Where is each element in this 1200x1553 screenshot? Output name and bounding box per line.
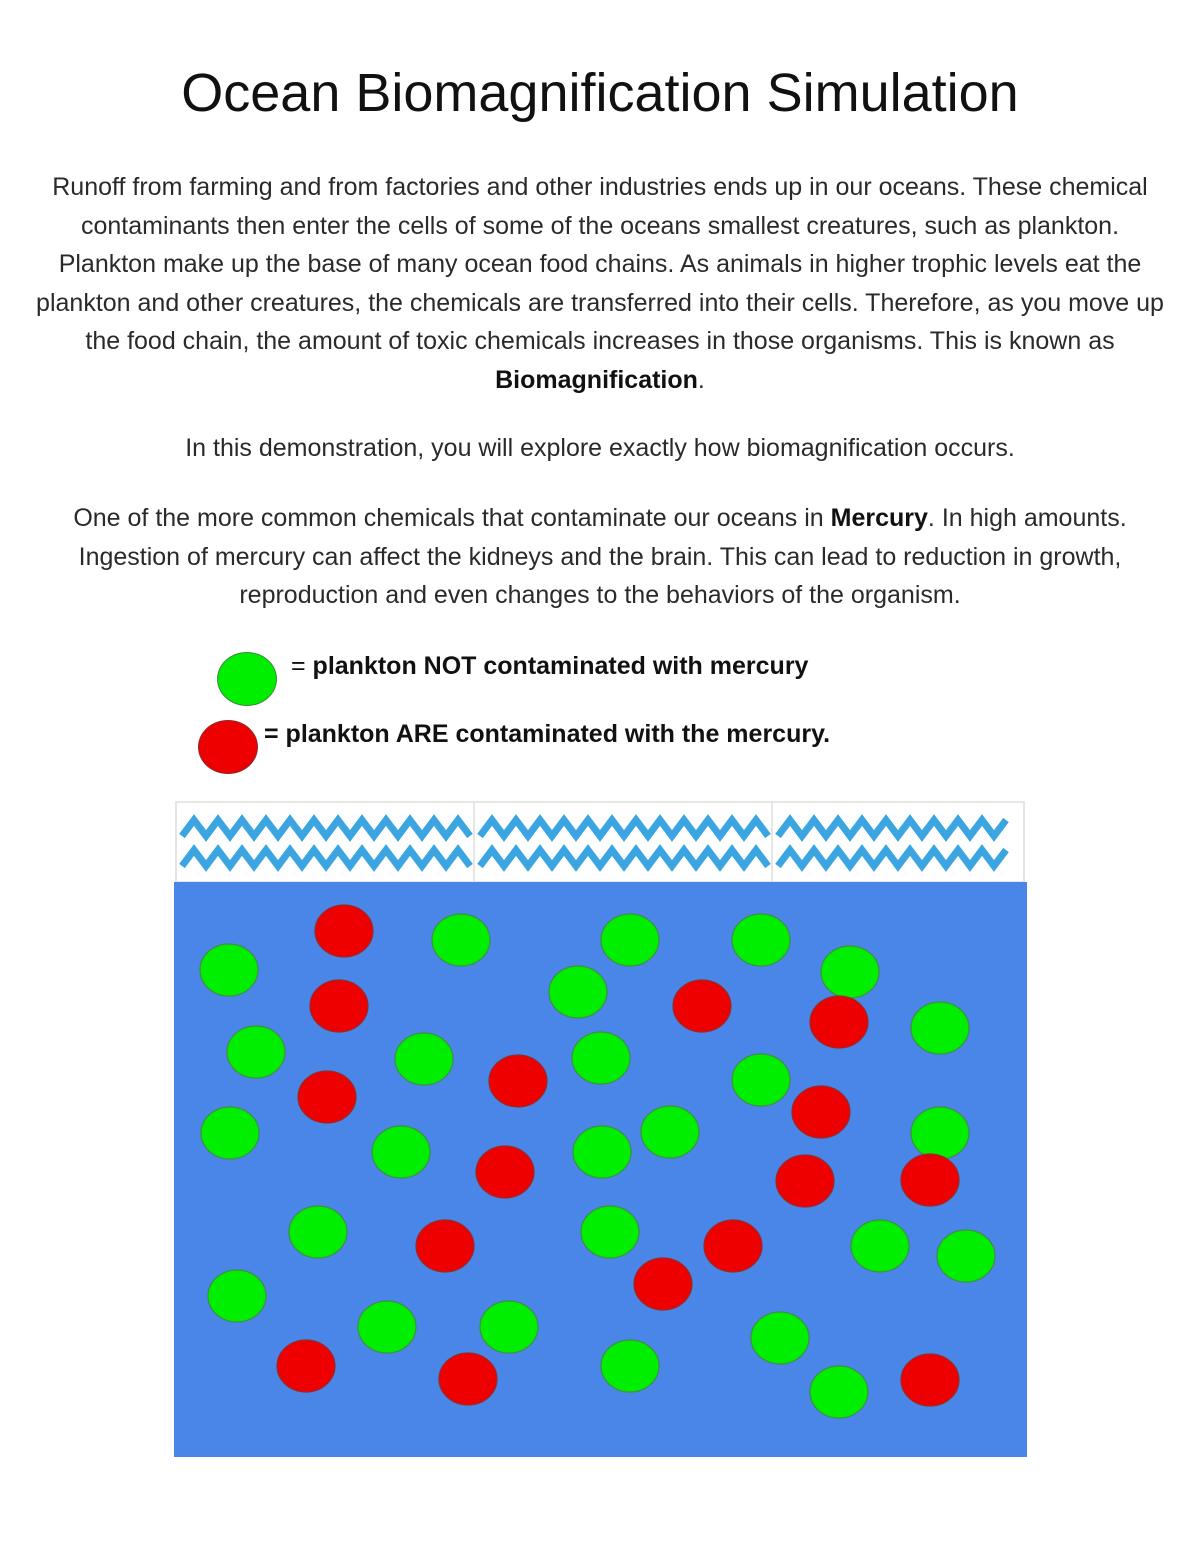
contaminated-plankton-dot (673, 980, 731, 1032)
clean-plankton-dot (227, 1026, 285, 1078)
contaminated-plankton-dot (315, 905, 373, 957)
clean-plankton-dot (821, 946, 879, 998)
clean-plankton-dot (810, 1366, 868, 1418)
clean-plankton-dot (937, 1230, 995, 1282)
clean-plankton-dot (581, 1206, 639, 1258)
mercury-text: One of the more common chemicals that contaminate our oceans in (73, 504, 831, 532)
page-title: Ocean Biomagnification Simulation (181, 63, 1019, 123)
contaminated-plankton-dot (476, 1146, 534, 1198)
contaminated-plankton-dot (810, 996, 868, 1048)
legend-clean-text: plankton NOT contaminated with mercury (312, 651, 809, 680)
legend-clean (217, 652, 808, 706)
contaminated-plankton-dot (298, 1071, 356, 1123)
clean-plankton-dot (289, 1206, 347, 1258)
legend-clean-eq: = (291, 651, 313, 680)
intro-paragraph (30, 168, 1170, 400)
intro-text-end: . (697, 365, 705, 394)
clean-plankton-dot (549, 966, 607, 1018)
contaminated-plankton-dot (704, 1220, 762, 1272)
clean-plankton-dot (732, 1054, 790, 1106)
clean-plankton-dot (200, 944, 258, 996)
clean-plankton-dot (372, 1126, 430, 1178)
clean-plankton-dot (911, 1002, 969, 1054)
clean-plankton-dot (358, 1301, 416, 1353)
contaminated-plankton-dot (901, 1354, 959, 1406)
legend-clean-label (291, 652, 808, 681)
clean-plankton-dot (751, 1312, 809, 1364)
contaminated-plankton-dot (439, 1353, 497, 1405)
demo-paragraph: In this demonstration, you will explore exactly how biomagnification occurs. (185, 434, 1015, 462)
clean-plankton-dot (601, 914, 659, 966)
clean-plankton-dot (641, 1106, 699, 1158)
clean-plankton-dot (432, 914, 490, 966)
clean-plankton-dot (208, 1270, 266, 1322)
contaminated-plankton-dot (776, 1155, 834, 1207)
biomagnification-term: Biomagnification (495, 365, 698, 394)
intro-text: Runoff from farming and from factories and other industries ends up in our oceans. These chemical contaminants then enter the cells of some of the oceans smallest creatures, such as plankton. Plankton make up the base of many ocean food chains. As animals in higher trophic levels eat the plankton and other creatures, the chemicals are transferred into their cells. Therefore, as you move up the food chain, the amount of toxic chemicals increases in those organisms. This is known as (36, 173, 1164, 356)
contaminated-plankton-dot (634, 1258, 692, 1310)
contaminated-plankton-dot (416, 1220, 474, 1272)
contaminated-plankton-dot (792, 1086, 850, 1138)
ocean-simulation (174, 800, 1027, 1457)
clean-plankton-dot (572, 1032, 630, 1084)
mercury-term: Mercury (830, 504, 928, 532)
contaminated-plankton-dot (310, 980, 368, 1032)
contaminated-plankton-swatch (198, 720, 258, 774)
clean-plankton-dot (601, 1340, 659, 1392)
clean-plankton-dot (395, 1033, 453, 1085)
clean-plankton-dot (201, 1107, 259, 1159)
mercury-text-end: . In high amounts. Ingestion of mercury can affect the kidneys and the brain. This can lead to reduction in growth, reproduction and even changes to the behaviors of the organism. (78, 504, 1127, 610)
contaminated-plankton-dot (277, 1340, 335, 1392)
clean-plankton-dot (732, 914, 790, 966)
clean-plankton-swatch (217, 652, 277, 706)
contaminated-plankton-dot (901, 1154, 959, 1206)
clean-plankton-dot (851, 1220, 909, 1272)
legend-contaminated (198, 720, 830, 774)
clean-plankton-dot (573, 1126, 631, 1178)
legend-contaminated-label: = plankton ARE contaminated with the mercury. (264, 719, 831, 748)
ocean-canvas (174, 800, 1027, 1457)
mercury-paragraph (30, 499, 1170, 615)
clean-plankton-dot (480, 1301, 538, 1353)
clean-plankton-dot (911, 1107, 969, 1159)
contaminated-plankton-dot (489, 1055, 547, 1107)
